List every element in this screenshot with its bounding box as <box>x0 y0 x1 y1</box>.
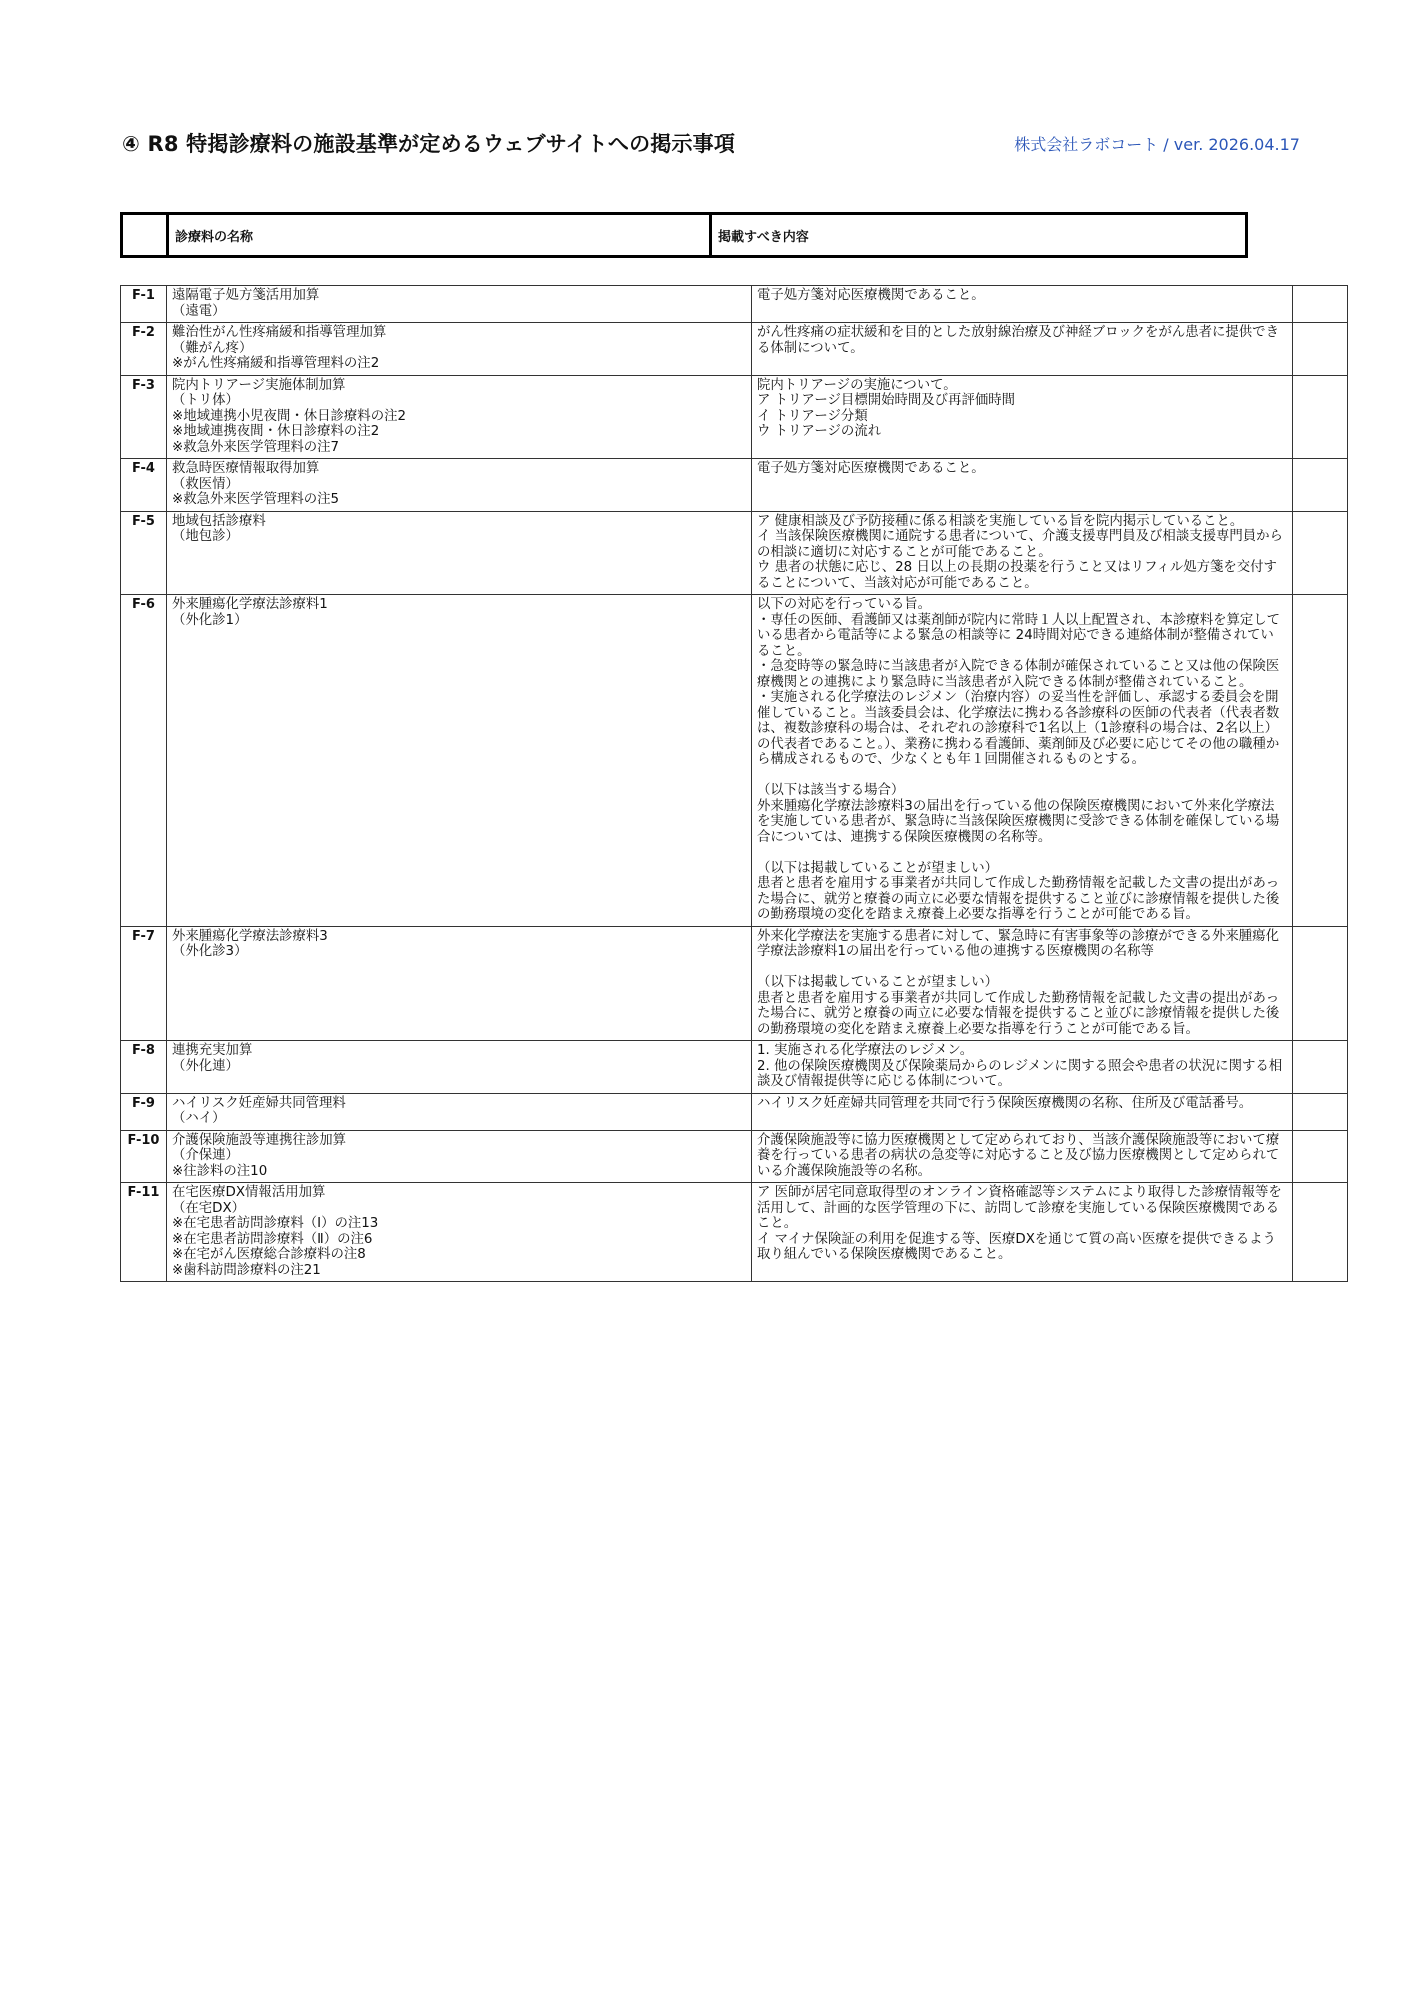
row-check-cell <box>1293 323 1348 376</box>
row-content: がん性疼痛の症状緩和を目的とした放射線治療及び神経ブロックをがん患者に提供できる体制について。 <box>752 323 1293 376</box>
row-content: ア 医師が居宅同意取得型のオンライン資格確認等システムにより取得した診療情報等を活用して、計画的な医学管理の下に、訪問して診療を実施している保険医療機関であること。 イ マイナ保険証の利用を促進する等、医療DXを通じて質の高い医療を提供できるよう取り組んでいる保険医療機関であること。 <box>752 1183 1293 1282</box>
row-name: 介護保険施設等連携往診加算 （介保連） ※往診料の注10 <box>167 1130 752 1183</box>
row-check-cell <box>1293 1041 1348 1094</box>
row-name: 遠隔電子処方箋活用加算 （遠電） <box>167 286 752 323</box>
row-name: 連携充実加算 （外化連） <box>167 1041 752 1094</box>
row-name: 救急時医療情報取得加算 （救医情） ※救急外来医学管理料の注5 <box>167 459 752 512</box>
row-content: 外来化学療法を実施する患者に対して、緊急時に有害事象等の診療ができる外来腫瘍化学療法診療料1の届出を行っている他の連携する医療機関の名称等 （以下は掲載していることが望ましい） 患者と患者を雇用する事業者が共同して作成した勤務情報を記載した文書の提出があった場合に、就労と療養の両立に必要な情報を提供すること並びに診療情報を提供した後の勤務環境の変化を踏まえ療養上必要な指導を行うことが可能である旨。 <box>752 926 1293 1041</box>
row-code: F-7 <box>121 926 167 1041</box>
company-version: 株式会社ラボコート / ver. 2026.04.17 <box>1014 135 1300 154</box>
facility-standards-table <box>120 285 1348 1282</box>
row-name: 外来腫瘍化学療法診療料1 （外化診1） <box>167 595 752 927</box>
header-code-cell <box>122 214 168 257</box>
row-code: F-3 <box>121 375 167 459</box>
row-code: F-4 <box>121 459 167 512</box>
row-code: F-1 <box>121 286 167 323</box>
row-check-cell <box>1293 595 1348 927</box>
column-header-table <box>120 212 1248 258</box>
row-content: ハイリスク妊産婦共同管理を共同で行う保険医療機関の名称、住所及び電話番号。 <box>752 1093 1293 1130</box>
page-title: ④ R8 特掲診療料の施設基準が定めるウェブサイトへの掲示事項 <box>122 132 736 156</box>
row-code: F-8 <box>121 1041 167 1094</box>
row-name: 在宅医療DX情報活用加算 （在宅DX） ※在宅患者訪問診療料（Ⅰ）の注13 ※在宅患者訪問診療料（Ⅱ）の注6 ※在宅がん医療総合診療料の注8 ※歯科訪問診療料の注21 <box>167 1183 752 1282</box>
row-check-cell <box>1293 375 1348 459</box>
row-code: F-2 <box>121 323 167 376</box>
row-check-cell <box>1293 459 1348 512</box>
table-row <box>121 511 1348 595</box>
row-name: 難治性がん性疼痛緩和指導管理加算 （難がん疼） ※がん性疼痛緩和指導管理料の注2 <box>167 323 752 376</box>
table-row <box>121 595 1348 927</box>
row-content: 院内トリアージの実施について。 ア トリアージ目標開始時間及び再評価時間 イ トリアージ分類 ウ トリアージの流れ <box>752 375 1293 459</box>
row-content: 以下の対応を行っている旨。 ・専任の医師、看護師又は薬剤師が院内に常時１人以上配置され、本診療料を算定している患者から電話等による緊急の相談等に 24時間対応できる連絡体制が整備されていること。 ・急変時等の緊急時に当該患者が入院できる体制が確保されていること又は他の保険医療機関との連携により緊急時に当該患者が入院できる体制が整備されていること。 ・実施される化学療法のレジメン（治療内容）の妥当性を評価し、承認する委員会を開催していること。当該委員会は、化学療法に携わる各診療科の医師の代表者（代表者数は、複数診療科の場合は、それぞれの診療科で1名以上（1診療科の場合は、2名以上）の代表者であること。）、業務に携わる看護師、薬剤師及び必要に応じてその他の職種から構成されるもので、少なくとも年１回開催されるものとする。 （以下は該当する場合） 外来腫瘍化学療法診療料3の届出を行っている他の保険医療機関において外来化学療法を実施している患者が、緊急時に当該保険医療機関に受診できる体制を確保している場合については、連携する保険医療機関の名称等。 （以下は掲載していることが望ましい） 患者と患者を雇用する事業者が共同して作成した勤務情報を記載した文書の提出があった場合に、就労と療養の両立に必要な情報を提供すること並びに診療情報を提供した後の勤務環境の変化を踏まえ療養上必要な指導を行うことが可能である旨。 <box>752 595 1293 927</box>
row-content: 電子処方箋対応医療機関であること。 <box>752 459 1293 512</box>
row-check-cell <box>1293 1130 1348 1183</box>
row-code: F-9 <box>121 1093 167 1130</box>
row-content: 1. 実施される化学療法のレジメン。 2. 他の保険医療機関及び保険薬局からのレジメンに関する照会や患者の状況に関する相談及び情報提供等に応じる体制について。 <box>752 1041 1293 1094</box>
row-content: 介護保険施設等に協力医療機関として定められており、当該介護保険施設等において療養を行っている患者の病状の急変等に対応すること及び協力医療機関として定められている介護保険施設等の名称。 <box>752 1130 1293 1183</box>
table-row <box>121 375 1348 459</box>
table-row <box>121 323 1348 376</box>
row-check-cell <box>1293 511 1348 595</box>
column-header-row <box>122 214 1247 257</box>
row-check-cell <box>1293 1183 1348 1282</box>
row-content: ア 健康相談及び予防接種に係る相談を実施している旨を院内掲示していること。 イ 当該保険医療機関に通院する患者について、介護支援専門員及び相談支援専門員からの相談に適切に対応することが可能であること。 ウ 患者の状態に応じ、28 日以上の長期の投薬を行うこと又はリフィル処方箋を交付することについて、当該対応が可能であること。 <box>752 511 1293 595</box>
row-check-cell <box>1293 1093 1348 1130</box>
table-row <box>121 459 1348 512</box>
table-row <box>121 1130 1348 1183</box>
row-code: F-11 <box>121 1183 167 1282</box>
row-code: F-10 <box>121 1130 167 1183</box>
row-name: 外来腫瘍化学療法診療料3 （外化診3） <box>167 926 752 1041</box>
header-name-cell: 診療料の名称 <box>168 214 711 257</box>
row-code: F-6 <box>121 595 167 927</box>
row-content: 電子処方箋対応医療機関であること。 <box>752 286 1293 323</box>
table-row <box>121 926 1348 1041</box>
row-name: 地域包括診療料 （地包診） <box>167 511 752 595</box>
row-name: 院内トリアージ実施体制加算 （トリ体） ※地域連携小児夜間・休日診療料の注2 ※地域連携夜間・休日診療料の注2 ※救急外来医学管理料の注7 <box>167 375 752 459</box>
table-row <box>121 1183 1348 1282</box>
header-content-cell: 掲載すべき内容 <box>711 214 1247 257</box>
row-check-cell <box>1293 926 1348 1041</box>
table-row <box>121 1041 1348 1094</box>
table-row <box>121 1093 1348 1130</box>
row-check-cell <box>1293 286 1348 323</box>
table-row <box>121 286 1348 323</box>
row-name: ハイリスク妊産婦共同管理料 （ハイ） <box>167 1093 752 1130</box>
row-code: F-5 <box>121 511 167 595</box>
